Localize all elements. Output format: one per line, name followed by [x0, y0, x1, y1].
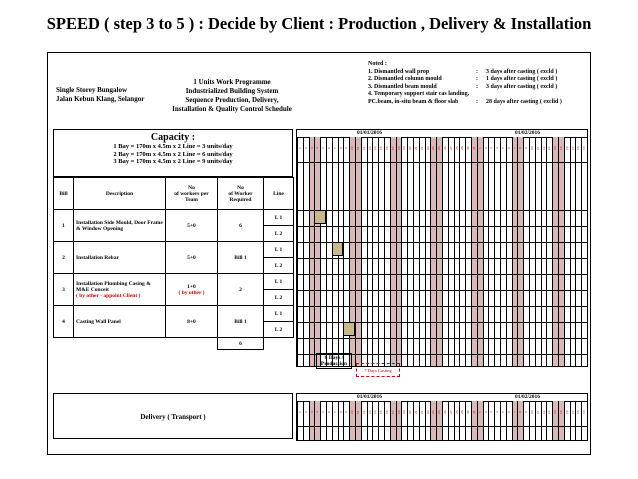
day-column: 24 — [430, 401, 436, 440]
bill-number: 3 — [54, 274, 74, 306]
day-column: 29 — [459, 401, 465, 440]
day-column: 31 — [471, 137, 477, 366]
day-column: 18 — [575, 137, 581, 366]
day-column: 15 — [378, 401, 384, 440]
activity-description: Installation Rebar — [74, 242, 166, 274]
day-column: 21 — [413, 401, 419, 440]
day-column: 9 — [343, 401, 349, 440]
day-column: 25 — [436, 137, 442, 366]
task-bar — [332, 242, 344, 256]
day-column: 13 — [367, 137, 373, 366]
schedule-grid — [296, 129, 588, 367]
day-column: 26 — [442, 401, 448, 440]
line-label: L 2 — [264, 258, 294, 274]
programme-line: Sequence Production, Delivery, — [185, 96, 279, 104]
note-item: 1. Dismantled wall prop — [368, 68, 430, 75]
day-column: 7 — [332, 137, 338, 366]
day-column: 13 — [546, 137, 552, 366]
day-column: 27 — [448, 137, 454, 366]
day-column: 4 — [494, 401, 500, 440]
day-column: 14 — [552, 401, 558, 440]
day-column: 22 — [419, 401, 425, 440]
note-item: 2. Dismantled column mould — [368, 76, 442, 83]
day-column: 13 — [367, 401, 373, 440]
team-count: 1+0 — [187, 283, 196, 290]
day-column: 28 — [454, 137, 460, 366]
schedule-main — [48, 129, 591, 377]
day-column: 3 — [488, 401, 494, 440]
day-column: 23 — [425, 137, 431, 366]
day-column: 2 — [483, 137, 489, 366]
day-column: 22 — [419, 137, 425, 366]
day-column: 3 — [309, 401, 315, 440]
day-column: 17 — [570, 401, 576, 440]
line-label: L 1 — [264, 306, 294, 322]
note-item: 3. Dismantled beam mould — [368, 83, 437, 90]
day-column: 19 — [581, 401, 587, 440]
day-column: 9 — [523, 401, 529, 440]
day-column: 4 — [494, 137, 500, 366]
day-column: 16 — [384, 137, 390, 366]
day-column: 19 — [401, 401, 407, 440]
workers-required: 2 — [218, 274, 264, 306]
capacity-title: Capacity : — [150, 132, 196, 143]
project-location: Jalan Kebun Klang, Selangor — [56, 95, 145, 103]
day-column: 17 — [570, 137, 576, 366]
day-column: 4 — [314, 137, 320, 366]
day-column: 12 — [541, 401, 547, 440]
day-column: 19 — [401, 137, 407, 366]
day-column: 30 — [465, 137, 471, 366]
workers-team: 8+0 — [166, 306, 218, 338]
day-column: 10 — [529, 137, 535, 366]
day-column: 18 — [575, 401, 581, 440]
day-column: 9 — [343, 137, 349, 366]
workers-required: 6 — [218, 210, 264, 242]
team-note: ( by other ) — [178, 289, 205, 296]
day-column: 7 — [512, 137, 518, 366]
day-column: 10 — [349, 137, 355, 366]
day-column: 11 — [535, 137, 541, 366]
workers-team: 5+0 — [166, 210, 218, 242]
bill-number: 1 — [54, 210, 74, 242]
note-value: 3 days after casting ( excld ) — [486, 83, 558, 90]
day-column: 5 — [320, 137, 326, 366]
day-column: 11 — [355, 137, 361, 366]
day-column: 8 — [517, 137, 523, 366]
date-header: 01/01/2016 — [357, 130, 383, 136]
date-header: 01/02/2016 — [515, 130, 541, 136]
workers-required: Bill 1 — [218, 242, 264, 274]
day-column: 1 — [477, 401, 483, 440]
day-column: 9 — [523, 137, 529, 366]
day-column: 5 — [500, 137, 506, 366]
col-workers-required: No of Worker Required — [218, 178, 264, 210]
programme-line: Installation & Quality Control Schedule — [172, 105, 292, 113]
bill-number: 2 — [54, 242, 74, 274]
day-column: 15 — [378, 137, 384, 366]
delivery-section — [48, 393, 591, 441]
schedule-frame — [47, 52, 591, 455]
day-column: 15 — [558, 137, 564, 366]
note-value: 28 days after casting ( exclid ) — [486, 98, 562, 105]
day-column: 2 — [483, 401, 489, 440]
total-workers: 6 — [218, 338, 264, 350]
day-column: 19 — [581, 137, 587, 366]
day-column: 1 — [477, 137, 483, 366]
activity-table — [53, 177, 294, 350]
activity-description: Installation Side Mould, Door Frame & Window Opening — [74, 210, 166, 242]
day-column: 2 — [303, 401, 309, 440]
day-column: 30 — [465, 401, 471, 440]
note-item: PC.beam, in-situ beam & floor slab — [368, 98, 459, 105]
day-column: 7 — [332, 401, 338, 440]
notes-title: Noted : — [368, 61, 387, 67]
day-column: 10 — [529, 401, 535, 440]
day-column: 16 — [564, 401, 570, 440]
day-column: 6 — [326, 401, 332, 440]
day-column: 8 — [338, 137, 344, 366]
day-column: 14 — [372, 137, 378, 366]
day-column: 23 — [425, 401, 431, 440]
day-column: 8 — [517, 401, 523, 440]
day-column: 11 — [535, 401, 541, 440]
day-column: 20 — [407, 401, 413, 440]
col-description: Description — [74, 178, 166, 210]
day-column: 5 — [500, 401, 506, 440]
day-column: 20 — [407, 137, 413, 366]
day-column: 31 — [471, 401, 477, 440]
day-column: 7 — [512, 401, 518, 440]
day-column: 14 — [552, 137, 558, 366]
days-per-production: 6 Days / Production — [316, 353, 352, 369]
day-column: 26 — [442, 137, 448, 366]
delivery-label: Delivery ( Transport ) — [53, 393, 293, 439]
day-column: 5 — [320, 401, 326, 440]
project-info — [56, 86, 144, 104]
day-column: 3 — [488, 137, 494, 366]
activity-description — [74, 274, 166, 306]
note-item: 4. Temporary support stair cas landing, — [368, 91, 470, 98]
day-column: 16 — [564, 137, 570, 366]
capacity-line: 1 Bay = 170m x 4.5m x 2 Line = 3 units/day — [113, 143, 233, 150]
day-column: 12 — [361, 401, 367, 440]
col-bill: Bill — [54, 178, 74, 210]
capacity-line: 3 Bay = 170m x 4.5m x 2 Line = 9 units/day — [113, 158, 233, 166]
day-column: 6 — [506, 401, 512, 440]
note-value: 1 days after casting ( excld ) — [486, 76, 558, 83]
programme-line: Industrialized Building System — [185, 87, 279, 95]
capacity-box — [53, 129, 293, 177]
date-header: 01/02/2016 — [515, 394, 541, 400]
slide-title: SPEED ( step 3 to 5 ) : Decide by Client : Production , Delivery & Installation — [46, 14, 592, 33]
line-label: L 2 — [264, 322, 294, 338]
note-value: 3 days after casting ( excld ) — [486, 68, 558, 75]
day-column: 10 — [349, 401, 355, 440]
workers-team: 5+0 — [166, 242, 218, 274]
day-column: 2 — [303, 137, 309, 366]
day-column: 6 — [506, 137, 512, 366]
day-column: 16 — [384, 401, 390, 440]
project-name: Single Storey Bungalow — [56, 86, 128, 94]
day-column: 4 — [314, 401, 320, 440]
day-column: 18 — [396, 137, 402, 366]
line-label: L 1 — [264, 210, 294, 226]
day-column: 17 — [390, 137, 396, 366]
day-column: 18 — [396, 401, 402, 440]
casting-days-box: 7 Days Casting — [356, 363, 400, 377]
date-header: 01/01/2016 — [357, 394, 383, 400]
bill-number: 4 — [54, 306, 74, 338]
day-column: 28 — [454, 401, 460, 440]
day-column: 1 — [297, 401, 303, 440]
day-column: 11 — [355, 401, 361, 440]
line-label: L 1 — [264, 242, 294, 258]
day-column: 25 — [436, 401, 442, 440]
day-column: 17 — [390, 401, 396, 440]
programme-title — [160, 78, 304, 114]
day-column: 15 — [558, 401, 564, 440]
day-column: 12 — [541, 137, 547, 366]
desc-text: Installation Plumbing Casing & M&E Conceit — [76, 280, 151, 293]
notes-block: Noted : 1. Dismantled wall prop : 3 days after casting ( excld ) 2. Dismantled column mould : 1 days after casting ( excld ) 3. Dismantled beam mould : 3 days after casting ( excld ) 4. Temporary support stair cas landing, PC.beam, in-situ beam & floor slab : 28 days after casting ( exclid ) — [368, 61, 588, 107]
day-column: 21 — [413, 137, 419, 366]
delivery-grid — [296, 393, 588, 441]
day-column: 1 — [297, 137, 303, 366]
day-column: 3 — [309, 137, 315, 366]
line-label: L 2 — [264, 226, 294, 242]
workers-team — [166, 274, 218, 306]
desc-note: ( by other - appoint Client ) — [76, 292, 141, 299]
line-label: L 2 — [264, 290, 294, 306]
day-column: 29 — [459, 137, 465, 366]
task-bar — [314, 210, 326, 224]
day-column: 13 — [546, 401, 552, 440]
day-column: 8 — [338, 401, 344, 440]
day-column: 24 — [430, 137, 436, 366]
capacity-line: 2 Bay = 170m x 4.5m x 2 Line = 6 units/day — [113, 150, 233, 158]
activity-description: Casting Wall Panel — [74, 306, 166, 338]
workers-required: Bill 1 — [218, 306, 264, 338]
task-bar — [343, 322, 355, 336]
programme-line: 1 Units Work Programme — [193, 78, 271, 86]
day-column: 14 — [372, 401, 378, 440]
col-workers-team: No of workers per Team — [166, 178, 218, 210]
day-column: 27 — [448, 401, 454, 440]
day-column: 12 — [361, 137, 367, 366]
day-column: 6 — [326, 137, 332, 366]
col-line: Line — [264, 178, 294, 210]
line-label: L 1 — [264, 274, 294, 290]
